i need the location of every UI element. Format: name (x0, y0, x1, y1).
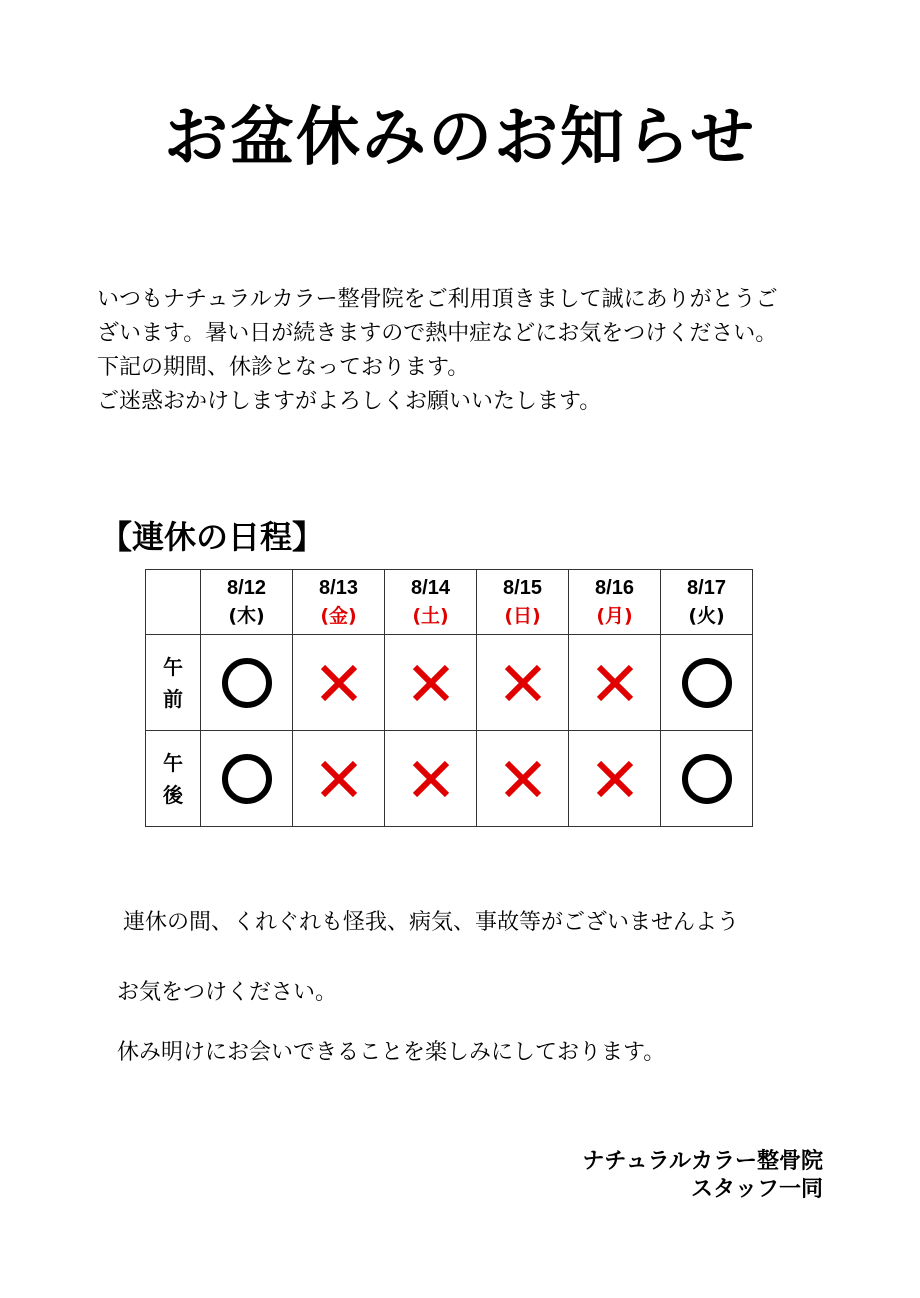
closed-cross-icon (495, 655, 551, 711)
weekday-label: (土) (412, 605, 449, 627)
status-cell (293, 731, 385, 827)
afternoon-row (146, 731, 753, 827)
morning-row (146, 635, 753, 731)
status-cell (477, 731, 569, 827)
date-header-cell (385, 570, 477, 635)
date-label: 8/14 (411, 577, 450, 599)
closing-line: 連休の間、くれぐれも怪我、病気、事故等がございませんよう (123, 910, 740, 935)
weekday-label: (日) (504, 605, 541, 627)
status-cell (661, 635, 753, 731)
clinic-name: ナチュラルカラー整骨院 (582, 1149, 823, 1174)
status-cell (477, 635, 569, 731)
closed-cross-icon (403, 751, 459, 807)
status-cell (569, 635, 661, 731)
status-cell (385, 731, 477, 827)
intro-line: ざいます。暑い日が続きますので熱中症などにお気をつけください。 (97, 321, 778, 346)
closed-cross-icon (311, 751, 367, 807)
status-cell (385, 635, 477, 731)
date-header-cell (661, 570, 753, 635)
closing-line: 休み明けにお会いできることを楽しみにしております。 (117, 1040, 666, 1065)
status-cell (569, 731, 661, 827)
intro-line: ご迷惑おかけしますがよろしくお願いいたします。 (97, 389, 602, 414)
closed-cross-icon (587, 751, 643, 807)
closing-line: お気をつけください。 (117, 980, 338, 1005)
closed-cross-icon (403, 655, 459, 711)
date-header-cell (569, 570, 661, 635)
date-label: 8/16 (595, 577, 634, 599)
intro-line: いつもナチュラルカラー整骨院をご利用頂きまして誠にありがとうご (97, 287, 778, 312)
weekday-label: (火) (688, 605, 725, 627)
slot-label-morning (146, 635, 201, 731)
closed-cross-icon (587, 655, 643, 711)
open-circle-icon (219, 751, 275, 807)
date-header-cell (293, 570, 385, 635)
date-label: 8/15 (503, 577, 542, 599)
slot-label-afternoon (146, 731, 201, 827)
status-cell (201, 635, 293, 731)
status-cell (201, 731, 293, 827)
slot-label-char: 後 (163, 782, 183, 807)
date-label: 8/13 (319, 577, 358, 599)
open-circle-icon (679, 751, 735, 807)
schedule-heading: 【連休の日程】 (100, 518, 325, 556)
date-header-row (146, 570, 753, 635)
open-circle-icon (219, 655, 275, 711)
date-label: 8/17 (687, 577, 726, 599)
date-header-cell (201, 570, 293, 635)
intro-line: 下記の期間、休診となっております。 (97, 355, 470, 380)
status-cell (661, 731, 753, 827)
slot-label-char: 午 (163, 654, 183, 679)
open-circle-icon (679, 655, 735, 711)
date-label: 8/12 (227, 577, 266, 599)
weekday-label: (木) (228, 605, 265, 627)
closed-cross-icon (495, 751, 551, 807)
weekday-label: (月) (596, 605, 633, 627)
closed-cross-icon (311, 655, 367, 711)
status-cell (293, 635, 385, 731)
holiday-schedule-table (145, 569, 753, 827)
notice-title: お盆休みのお知らせ (163, 101, 757, 175)
slot-label-char: 午 (163, 750, 183, 775)
corner-cell (146, 570, 201, 635)
slot-label-char: 前 (163, 686, 183, 711)
date-header-cell (477, 570, 569, 635)
staff-signature: スタッフ一同 (690, 1177, 823, 1202)
intro-paragraph (97, 283, 837, 419)
signature-block (582, 1148, 823, 1204)
weekday-label: (金) (320, 605, 357, 627)
